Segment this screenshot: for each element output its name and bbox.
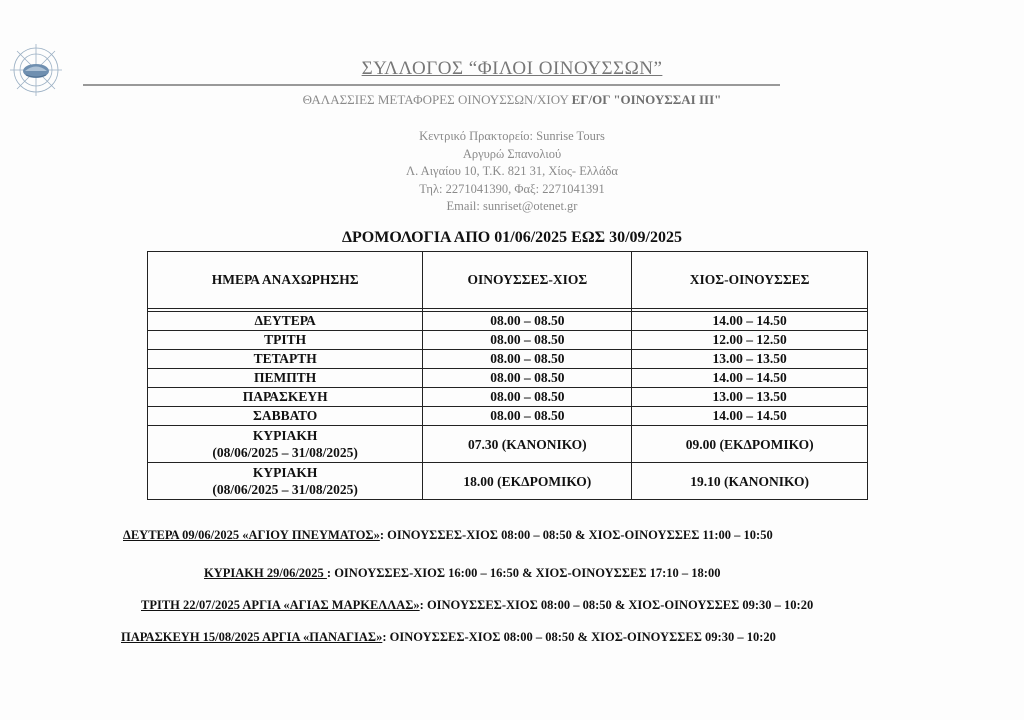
note-label: ΤΡΙΤΗ 22/07/2025 ΑΡΓΙΑ «ΑΓΙΑΣ ΜΑΡΚΕΛΛΑΣ» (141, 598, 420, 612)
return-time-cell: 13.00 – 13.50 (632, 388, 868, 407)
outbound-time-cell: 08.00 – 08.50 (423, 312, 632, 331)
header-oinousses-chios: ΟΙΝΟΥΣΣΕΣ-ΧΙΟΣ (423, 252, 632, 309)
header-departure-day: ΗΜΕΡΑ ΑΝΑΧΩΡΗΣΗΣ (148, 252, 423, 309)
outbound-time-cell: 07.30 (ΚΑΝΟΝΙΚΟ) (423, 426, 632, 463)
return-time-cell: 19.10 (ΚΑΝΟΝΙΚΟ) (632, 463, 868, 500)
day-cell (148, 426, 423, 463)
day-cell: ΤΡΙΤΗ (148, 331, 423, 350)
table-row (148, 331, 868, 350)
outbound-time-cell: 08.00 – 08.50 (423, 331, 632, 350)
outbound-time-cell: 08.00 – 08.50 (423, 350, 632, 369)
note-text: : ΟΙΝΟΥΣΣΕΣ-ΧΙΟΣ 08:00 – 08:50 & ΧΙΟΣ-ΟΙΝΟΥΣΣΕΣ 09:30 – 10:20 (382, 630, 776, 644)
day-name: ΚΥΡΙΑΚΗ (252, 465, 318, 480)
outbound-time-cell: 08.00 – 08.50 (423, 369, 632, 388)
service-subtitle (0, 92, 1024, 108)
day-cell: ΠΑΡΑΣΚΕΥΗ (148, 388, 423, 407)
header-chios-oinousses: ΧΙΟΣ-ΟΙΝΟΥΣΣΕΣ (632, 252, 868, 309)
schedule-table (147, 251, 868, 500)
return-time-cell: 12.00 – 12.50 (632, 331, 868, 350)
note-text: : ΟΙΝΟΥΣΣΕΣ-ΧΙΟΣ 08:00 – 08:50 & ΧΙΟΣ-ΟΙΝΟΥΣΣΕΣ 11:00 – 10:50 (379, 528, 773, 542)
contact-email: Email: sunriset@otenet.gr (446, 199, 578, 213)
outbound-time-cell: 18.00 (ΕΚΔΡΟΜΙΚΟ) (423, 463, 632, 500)
table-row (148, 369, 868, 388)
holiday-note (204, 566, 720, 581)
schedule-title: ΔΡΟΜΟΛΟΓΙΑ ΑΠΟ 01/06/2025 ΕΩΣ 30/09/2025 (342, 229, 682, 246)
subtitle-vessel: ΕΓ/ΟΓ "ΟΙΝΟΥΣΣΑΙ ΙΙΙ" (571, 92, 722, 107)
holiday-note (141, 598, 813, 613)
return-time-cell: 13.00 – 13.50 (632, 350, 868, 369)
day-cell: ΠΕΜΠΤΗ (148, 369, 423, 388)
day-cell: ΤΕΤΑΡΤΗ (148, 350, 423, 369)
holiday-note (121, 630, 776, 645)
contact-person: Αργυρώ Σπανολιού (462, 146, 562, 161)
contact-block (0, 128, 1024, 216)
return-time-cell: 14.00 – 14.50 (632, 369, 868, 388)
table-row (148, 388, 868, 407)
table-row (148, 350, 868, 369)
note-label: ΔΕΥΤΕΡΑ 09/06/2025 «ΑΓΙΟΥ ΠΝΕΥΜΑΤΟΣ» (123, 528, 380, 542)
association-title: ΣΥΛΛΟΓΟΣ “ΦΙΛΟΙ ΟΙΝΟΥΣΣΩΝ” (361, 58, 663, 79)
contact-address: Λ. Αιγαίου 10, Τ.Κ. 821 31, Χίος- Ελλάδα (406, 164, 618, 178)
note-label: ΚΥΡΙΑΚΗ 29/06/2025 (204, 566, 327, 580)
outbound-time-cell: 08.00 – 08.50 (423, 388, 632, 407)
return-time-cell: 14.00 – 14.50 (632, 407, 868, 426)
return-time-cell: 09.00 (ΕΚΔΡΟΜΙΚΟ) (632, 426, 868, 463)
header-divider (83, 84, 780, 86)
return-time-cell: 14.00 – 14.50 (632, 312, 868, 331)
table-row-sunday (148, 463, 868, 500)
table-row-sunday (148, 426, 868, 463)
contact-phone: Τηλ: 2271041390, Φαξ: 2271041391 (419, 181, 605, 196)
day-cell (148, 463, 423, 500)
day-cell: ΔΕΥΤΕΡΑ (148, 312, 423, 331)
contact-agency: Κεντρικό Πρακτορείο: Sunrise Tours (419, 129, 605, 143)
day-cell: ΣΑΒΒΑΤΟ (148, 407, 423, 426)
note-text: : ΟΙΝΟΥΣΣΕΣ-ΧΙΟΣ 16:00 – 16:50 & ΧΙΟΣ-ΟΙΝΟΥΣΣΕΣ 17:10 – 18:00 (326, 566, 721, 580)
note-text: : ΟΙΝΟΥΣΣΕΣ-ΧΙΟΣ 08:00 – 08:50 & ΧΙΟΣ-ΟΙΝΟΥΣΣΕΣ 09:30 – 10:20 (419, 598, 814, 612)
subtitle-route: ΘΑΛΑΣΣΙΕΣ ΜΕΤΑΦΟΡΕΣ ΟΙΝΟΥΣΣΩΝ/ΧΙΟΥ (302, 92, 572, 107)
table-row (148, 407, 868, 426)
holiday-note (123, 528, 773, 543)
day-period: (08/06/2025 – 31/08/2025) (212, 445, 358, 460)
table-header-row (148, 252, 868, 309)
table-row (148, 312, 868, 331)
outbound-time-cell: 08.00 – 08.50 (423, 407, 632, 426)
day-period: (08/06/2025 – 31/08/2025) (212, 482, 358, 497)
day-name: ΚΥΡΙΑΚΗ (252, 428, 318, 443)
note-label: ΠΑΡΑΣΚΕΥΗ 15/08/2025 ΑΡΓΙΑ «ΠΑΝΑΓΙΑΣ» (121, 630, 383, 644)
